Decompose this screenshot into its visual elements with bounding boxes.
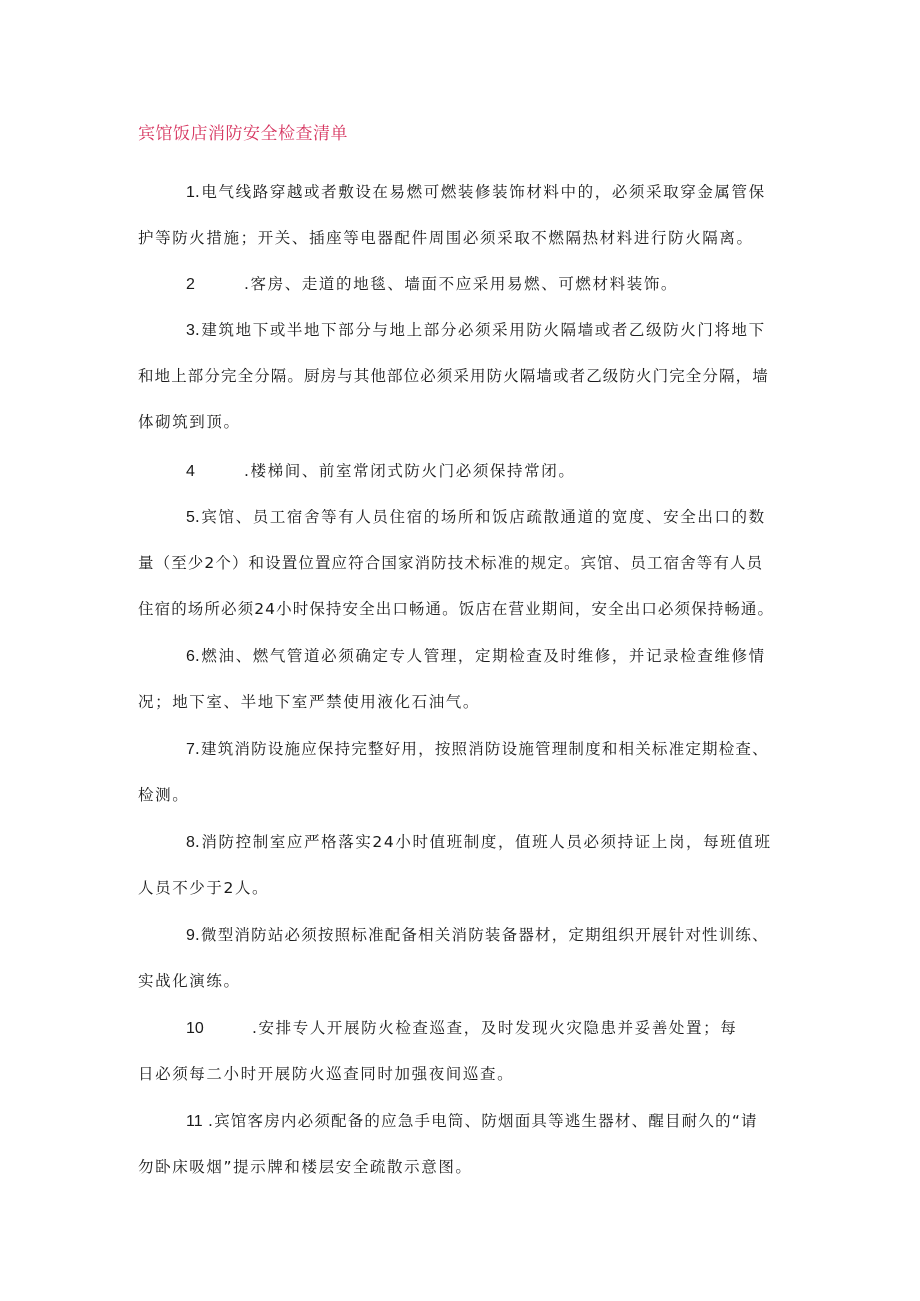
item-6-text: .燃油、燃气管道必须确定专人管理，定期检查及时维修，并记录检查维修情 (194, 647, 766, 665)
item-10-line-1 (186, 1017, 737, 1040)
item-3-line-1 (186, 319, 766, 342)
item-7-line-1 (186, 738, 769, 761)
item-8-text: .消防控制室应严格落实24小时值班制度，值班人员必须持证上岗，每班值班 (194, 833, 772, 851)
item-4-line-1 (186, 460, 575, 483)
item-4-text: .楼梯间、前室常闭式防火门必须保持常闭。 (244, 462, 576, 480)
item-3-text: .建筑地下或半地下部分与地上部分必须采用防火隔墙或者乙级防火门将地下 (194, 321, 766, 339)
item-1-text: .电气线路穿越或者敷设在易燃可燃装修装饰材料中的，必须采取穿金属管保 (194, 183, 766, 201)
item-11-line-1 (186, 1110, 758, 1133)
item-3-line-2: 和地上部分完全分隔。厨房与其他部位必须采用防火隔墙或者乙级防火门完全分隔，墙 (138, 367, 769, 385)
item-8-number: 8 (186, 834, 195, 851)
item-11-line-2: 勿卧床吸烟”提示牌和楼层安全疏散示意图。 (138, 1158, 473, 1176)
item-4-number: 4 (186, 463, 195, 480)
item-8-line-1 (186, 831, 772, 854)
item-10-line-2: 日必须每二小时开展防火巡查同时加强夜间巡查。 (138, 1065, 515, 1083)
item-11-text: .宾馆客房内必须配备的应急手电筒、防烟面具等逃生器材、醒目耐久的“请 (208, 1112, 758, 1130)
item-11-number: 11 (186, 1113, 203, 1130)
item-2-text: .客房、走道的地毯、墙面不应采用易燃、可燃材料装饰。 (244, 275, 679, 293)
item-5-number: 5 (186, 509, 195, 526)
item-1-line-1 (186, 181, 766, 204)
item-2-number: 2 (186, 276, 195, 293)
item-5-line-1 (186, 506, 766, 529)
item-7-text: .建筑消防设施应保持完整好用，按照消防设施管理制度和相关标准定期检查、 (194, 740, 769, 758)
item-9-line-1 (186, 924, 769, 947)
item-10-number: 10 (186, 1020, 204, 1037)
item-8-line-2: 人员不少于2人。 (138, 879, 270, 897)
item-1-number: 1 (186, 184, 195, 201)
item-6-line-1 (186, 645, 766, 668)
item-6-line-2: 况；地下室、半地下室严禁使用液化石油气。 (138, 693, 481, 711)
item-2-line-1 (186, 273, 678, 296)
page-title: 宾馆饭店消防安全检查清单 (138, 124, 348, 144)
item-5-text: .宾馆、员工宿舍等有人员住宿的场所和饭店疏散通道的宽度、安全出口的数 (194, 508, 766, 526)
item-10-text: .安排专人开展防火检查巡查，及时发现火灾隐患并妥善处置；每 (252, 1019, 738, 1037)
item-5-line-3: 住宿的场所必须24小时保持安全出口畅通。饭店在营业期间，安全出口必须保持畅通。 (138, 600, 775, 618)
item-3-number: 3 (186, 322, 195, 339)
item-5-line-2: 量（至少2个）和设置位置应符合国家消防技术标准的规定。宾馆、员工宿舍等有人员 (138, 554, 764, 572)
item-9-number: 9 (186, 927, 195, 944)
item-9-text: .微型消防站必须按照标准配备相关消防装备器材，定期组织开展针对性训练、 (194, 926, 769, 944)
item-9-line-2: 实战化演练。 (138, 972, 241, 990)
item-6-number: 6 (186, 648, 195, 665)
item-7-line-2: 检测。 (138, 786, 190, 804)
item-3-line-3: 体砌筑到顶。 (138, 413, 241, 431)
item-7-number: 7 (186, 741, 195, 758)
item-1-line-2: 护等防火措施；开关、插座等电器配件周围必须采取不燃隔热材料进行防火隔离。 (138, 229, 754, 247)
